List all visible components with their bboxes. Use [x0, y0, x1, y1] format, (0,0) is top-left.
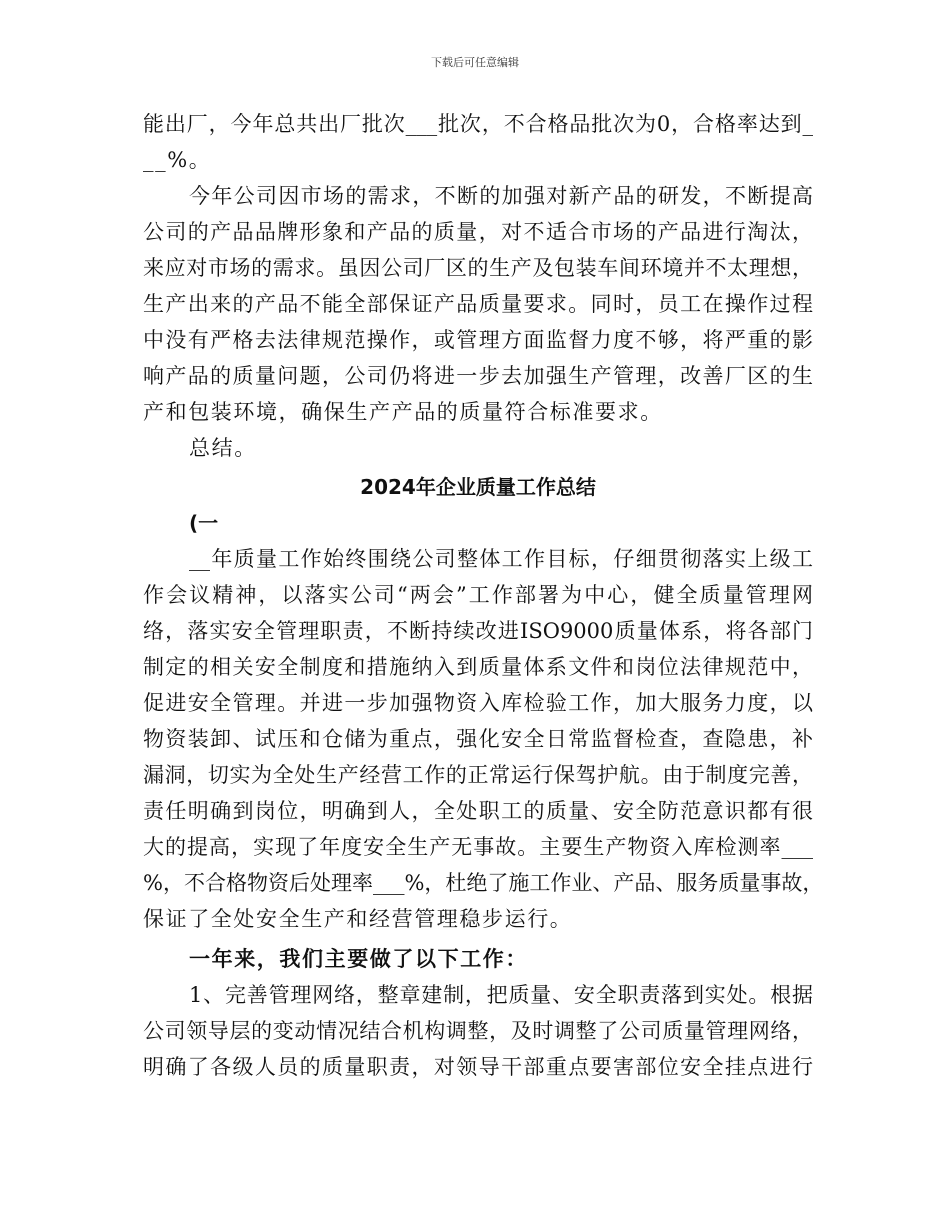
section-heading: 一年来，我们主要做了以下工作：: [189, 947, 528, 971]
paragraph-line: 生产出来的产品不能全部保证产品质量要求。同时，员工在操作过程: [143, 292, 813, 316]
paragraph-line: 响产品的质量问题，公司仍将进一步去加强生产管理，改善厂区的生: [143, 364, 813, 388]
paragraph-line: 络，落实安全管理职责，不断持续改进ISO9000质量体系，将各部门: [143, 619, 813, 643]
paragraph-line: 漏洞，切实为全处生产经营工作的正常运行保驾护航。由于制度完善，: [143, 763, 813, 787]
paragraph-line: 制定的相关安全制度和措施纳入到质量体系文件和岗位法律规范中，: [143, 655, 813, 679]
paragraph-line: 作会议精神，以落实公司“两会”工作部署为中心，健全质量管理网: [143, 583, 813, 607]
summary-line: 总结。: [189, 436, 257, 460]
paragraph-line: 保证了全处安全生产和经营管理稳步运行。: [143, 907, 573, 931]
paragraph-line: 公司领导层的变动情况结合机构调整，及时调整了公司质量管理网络，: [143, 1019, 813, 1043]
paragraph-line: 来应对市场的需求。虽因公司厂区的生产及包装车间环境并不太理想，: [143, 256, 813, 280]
paragraph-line: 今年公司因市场的需求，不断的加强对新产品的研发，不断提高: [189, 184, 813, 208]
paragraph-line: 促进安全管理。并进一步加强物资入库检验工作，加大服务力度，以: [143, 691, 813, 715]
page-header: 下载后可任意编辑: [431, 56, 519, 69]
paragraph-line: __年质量工作始终围绕公司整体工作目标，仔细贯彻落实上级工: [189, 547, 813, 571]
paragraph-line: 能出厂，今年总共出厂批次___批次，不合格品批次为0，合格率达到_: [143, 112, 813, 136]
paragraph-line: 中没有严格去法律规范操作，或管理方面监督力度不够，将严重的影: [143, 328, 813, 352]
document-body: [143, 106, 824, 1085]
paragraph-line: __%。: [143, 148, 212, 172]
section-marker: (一: [189, 511, 219, 535]
paragraph-line: 1、完善管理网络，整章建制，把质量、安全职责落到实处。根据: [189, 983, 813, 1007]
paragraph-line: %，不合格物资后处理率___%，杜绝了施工作业、产品、服务质量事故，: [143, 871, 824, 895]
paragraph-line: 大的提高，实现了年度安全生产无事故。主要生产物资入库检测率___: [143, 835, 813, 859]
paragraph-line: 明确了各级人员的质量职责，对领导干部重点要害部位安全挂点进行: [143, 1055, 813, 1079]
document-title: 2024年企业质量工作总结: [360, 475, 596, 499]
paragraph-line: 责任明确到岗位，明确到人，全处职工的质量、安全防范意识都有很: [143, 799, 813, 823]
paragraph-line: 物资装卸、试压和仓储为重点，强化安全日常监督检查，查隐患，补: [143, 727, 813, 751]
paragraph-line: 公司的产品品牌形象和产品的质量，对不适合市场的产品进行淘汰，: [143, 220, 813, 244]
paragraph-line: 产和包装环境，确保生产产品的质量符合标准要求。: [143, 400, 663, 424]
